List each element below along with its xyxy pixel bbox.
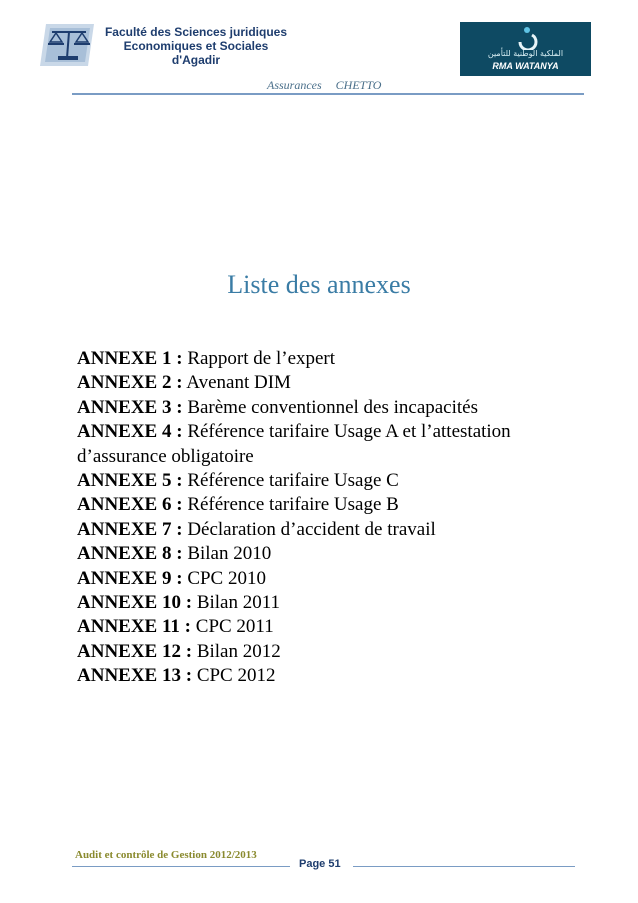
annex-text: Référence tarifaire Usage A et l’attestation d’assurance obligatoire (77, 421, 511, 467)
annex-text: CPC 2010 (187, 567, 266, 589)
faculty-name (96, 25, 296, 67)
annex-text: Référence tarifaire Usage B (187, 494, 399, 516)
annex-label: ANNEXE 4 : (77, 421, 183, 443)
header-left-label: Assurances (267, 78, 322, 92)
rma-arabic-text: الملكية الوطنية للتأمين (487, 49, 564, 58)
faculty-line1: Faculté des Sciences juridiques (104, 25, 288, 39)
annex-item (77, 542, 577, 566)
annex-item (77, 615, 577, 639)
annex-label: ANNEXE 9 : (77, 567, 183, 589)
annex-label: ANNEXE 10 : (77, 592, 193, 614)
annex-text: Bilan 2010 (187, 543, 272, 565)
annex-text: Déclaration d’accident de travail (187, 518, 436, 540)
page-title: Liste des annexes (227, 270, 411, 299)
faculty-line2: Economiques et Sociales (123, 39, 269, 53)
scales-of-justice-icon (40, 22, 98, 68)
annex-text: Bilan 2011 (196, 592, 281, 614)
annex-list (77, 347, 577, 689)
annex-item (77, 640, 577, 664)
footer-divider-right (353, 866, 575, 867)
footer-course-label: Audit et contrôle de Gestion 2012/2013 (75, 849, 257, 861)
header-right-label: CHETTO (335, 78, 382, 92)
header-divider (72, 93, 584, 95)
annex-item (77, 518, 577, 542)
page-number: Page 51 (299, 858, 341, 870)
annex-label: ANNEXE 3 : (77, 396, 183, 418)
annex-text: Référence tarifaire Usage C (187, 470, 399, 492)
annex-label: ANNEXE 5 : (77, 470, 183, 492)
rma-brand-text: RMA WATANYA (492, 61, 559, 71)
rma-watanya-logo (460, 22, 591, 76)
annex-text: Rapport de l’expert (187, 348, 336, 369)
annex-item (77, 396, 577, 420)
annex-label: ANNEXE 2 : (77, 372, 183, 394)
annex-label: ANNEXE 12 : (77, 640, 193, 662)
annex-label: ANNEXE 6 : (77, 494, 183, 516)
annex-item (77, 420, 577, 469)
annex-label: ANNEXE 1 : (77, 348, 183, 369)
faculty-logo (40, 22, 288, 70)
faculty-line3: d'Agadir (171, 53, 221, 67)
footer-divider-left (72, 866, 290, 867)
annex-item (77, 567, 577, 591)
annex-label: ANNEXE 8 : (77, 543, 183, 565)
annex-label: ANNEXE 7 : (77, 518, 183, 540)
annex-item (77, 664, 577, 688)
rma-drop-icon (460, 22, 591, 50)
annex-text: Barème conventionnel des incapacités (187, 396, 478, 418)
annex-text: Bilan 2012 (196, 640, 281, 662)
annex-text: CPC 2011 (195, 616, 274, 638)
annex-text: Avenant DIM (186, 372, 291, 394)
annex-label: ANNEXE 13 : (77, 665, 193, 687)
running-header (267, 78, 381, 93)
annex-item (77, 493, 577, 517)
annex-label: ANNEXE 11 : (77, 616, 192, 638)
annex-item (77, 591, 577, 615)
annex-item (77, 347, 577, 371)
annex-item (77, 371, 577, 395)
annex-text: CPC 2012 (196, 665, 276, 687)
annex-item (77, 469, 577, 493)
